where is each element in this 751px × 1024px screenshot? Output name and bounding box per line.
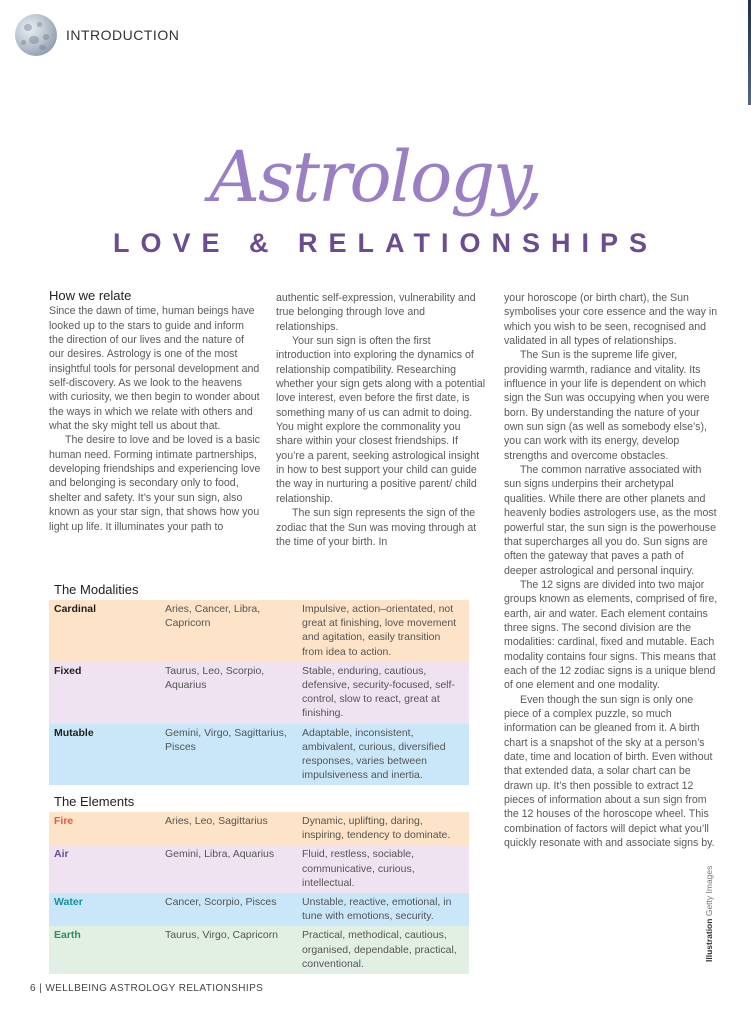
elements-cell-signs: Taurus, Virgo, Capricorn <box>165 929 279 942</box>
elements-cell-traits: Dynamic, uplifting, daring, inspiring, tendency to dominate. <box>302 815 451 842</box>
moon-icon <box>15 14 57 56</box>
paragraph: The sun sign represents the sign of the zodiac that the Sun was moving through at the time of your birth. In <box>276 507 477 548</box>
title-caps: LOVE & RELATIONSHIPS <box>112 228 659 258</box>
article-column-2 <box>276 291 488 549</box>
paragraph: Even though the sun sign is only one piece of a complex puzzle, so much information can be gleaned from it. A birth chart is a snapshot of the sky at a person’s date, time and location of birth. Even without that extended data, a solar chart can be drawn up. It’s then possible to extract 12 pieces of information about a sun sign from the 12 houses of the horoscope wheel. This combination of factors will depict what you’ll quickly resonate with and associate signs by. <box>504 693 715 850</box>
paragraph: The 12 signs are divided into two major groups known as elements, comprised of fire, earth, air and water. Each element contains three signs. The second division are the modalities: cardinal, fixed and mutable. Each modality contains four signs. This means that each of the 12 zodiac signs is a unique blend of one element and one modality. <box>504 578 718 692</box>
image-credit <box>704 866 714 962</box>
paragraph: The common narrative associated with sun signs underpins their archetypal qualities. While there are other planets and heavenly bodies astrologers use, as the most powerful star, the sun sign is the powerhouse that supercharges all you do. Sun signs are often the gateway that paves a path of deeper astrological and personal inquiry. <box>504 464 717 577</box>
modalities-cell-traits: Adaptable, inconsistent, ambivalent, curious, diversified responses, varies between impulsiveness and inertia. <box>302 726 446 782</box>
paragraph: The desire to love and be loved is a basic human need. Forming intimate partnerships, developing friendships and experiencing love and belonging is secondary only to food, shelter and safety. It’s your sun sign, also known as your star sign, that shows how you light up life. It illuminates your path to <box>49 434 261 533</box>
article-column-3 <box>504 291 718 850</box>
elements-cell-signs: Aries, Leo, Sagittarius <box>165 815 268 827</box>
elements-cell-name: Air <box>54 848 69 861</box>
modalities-table <box>49 600 469 785</box>
credit-label: Illustration <box>704 918 714 962</box>
modalities-row <box>49 662 469 724</box>
elements-row <box>49 893 469 926</box>
modalities-cell-name: Mutable <box>54 726 94 739</box>
modalities-row <box>49 600 469 662</box>
elements-row <box>49 845 469 893</box>
section-label: INTRODUCTION <box>66 27 180 43</box>
elements-cell-signs: Gemini, Libra, Aquarius <box>165 848 275 861</box>
modalities-cell-name: Fixed <box>54 664 82 677</box>
modalities-cell-signs: Gemini, Virgo, Sagittarius, Pisces <box>165 726 287 753</box>
modalities-cell-name: Cardinal <box>54 603 97 615</box>
page-footer: 6 | WELLBEING ASTROLOGY RELATIONSHIPS <box>30 983 264 994</box>
elements-cell-traits: Practical, methodical, cautious, organised, dependable, practical, conventional. <box>302 929 457 970</box>
elements-cell-signs: Cancer, Scorpio, Pisces <box>165 896 277 909</box>
modalities-cell-traits: Impulsive, action–orientated, not great at finishing, love movement and agitation, easily transition from idea to action. <box>302 603 457 658</box>
elements-table <box>49 812 469 974</box>
modalities-cell-signs: Taurus, Leo, Scorpio, Aquarius <box>165 664 265 692</box>
paragraph: Your sun sign is often the first introduction into exploring the dynamics of relationship compatibility. Researching whether your sign gets along with a potential love interest, even before the first date, is something many of us can admit to doing. You might explore the commonality you share within your closest friendships. If you’re a parent, seeking astrological insight in how to best support your child can guide the way in nurturing a positive parent/ child relationship. <box>276 335 486 505</box>
paragraph: your horoscope (or birth chart), the Sun symbolises your core essence and the way in which you wish to be seen, recognised and validated in all types of relationships. <box>504 292 718 348</box>
credit-source: Getty Images <box>704 865 714 917</box>
modalities-cell-signs: Aries, Cancer, Libra, Capricorn <box>165 603 261 630</box>
elements-title: The Elements <box>54 794 135 809</box>
paragraph: authentic self-expression, vulnerability and true belonging through love and relationships. <box>276 292 476 333</box>
elements-cell-traits: Unstable, reactive, emotional, in tune with emotions, security. <box>302 896 452 923</box>
elements-cell-traits: Fluid, restless, sociable, communicative, curious, intellectual. <box>302 848 415 889</box>
elements-row <box>49 926 469 974</box>
elements-row <box>49 812 469 845</box>
paragraph: The Sun is the supreme life giver, providing warmth, radiance and vitality. Its influence in your life is dependent on which sign the Sun was occupying when you were born. By understanding the nature of your own sun sign (as well as somebody else’s), you can work with its energy, develop strengths and overcome obstacles. <box>504 349 710 462</box>
modalities-title: The Modalities <box>54 582 139 597</box>
modalities-cell-traits: Stable, enduring, cautious, defensive, security-focused, self-control, slow to react, great at finishing. <box>302 664 455 720</box>
elements-cell-name: Earth <box>54 929 81 942</box>
article-heading: How we relate <box>49 288 132 303</box>
elements-cell-name: Fire <box>54 815 74 827</box>
article-column-1 <box>49 289 261 534</box>
paragraph: Since the dawn of time, human beings have looked up to the stars to guide and inform the direction of our lives and the nature of our desires. Astrology is one of the most insightful tools for personal development and self-discovery. As we look to the heavens with curiosity, we then begin to wonder about the ways in which we relate with others and what the sky might tell us about that. <box>49 305 260 433</box>
modalities-row <box>49 724 469 786</box>
title-script: Astrology, <box>209 136 542 218</box>
elements-cell-name: Water <box>54 896 83 909</box>
